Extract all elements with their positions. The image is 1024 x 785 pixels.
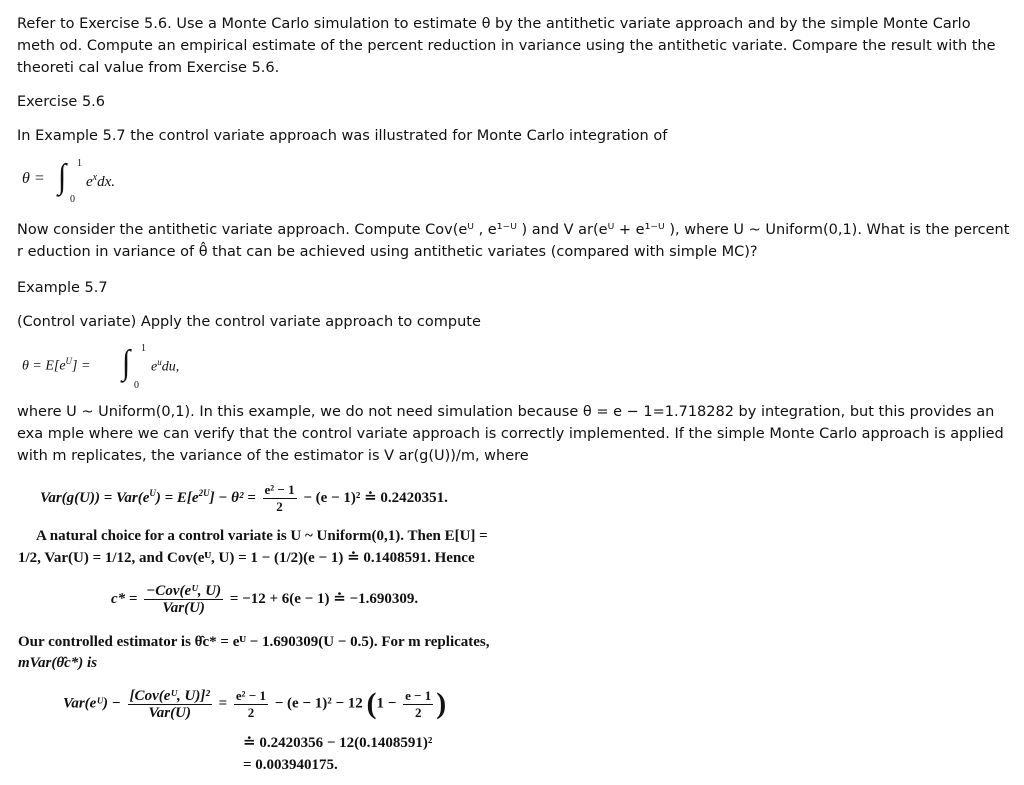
cov-fraction: $\frac{\text{[Cov(eᵁ, U)]²}}{\text{Var(U)}}$ <box>129 687 210 721</box>
natural-choice-line-2: 1/2, Var(U) = 1/12, and Cov(eᵁ, U) = 1 − (1/2)(e − 1) ≐ 0.1408591. Hence <box>18 550 475 566</box>
integral-lower-limit: 0 <box>134 380 139 391</box>
intro-paragraph: Refer to Exercise 5.6. Use a Monte Carlo simulation to estimate θ by the antithetic variate approach and by the simple Monte Carlo meth od. Compute an empirical estimate of the percent reduction in variance using the antithetic variate. Compare the result with the theoreti cal value from Exercise 5.6. <box>17 16 1001 76</box>
final-equation-line-2: ≐ 0.2420356 − 12(0.1408591)² <box>243 735 433 751</box>
e-minus-one-fraction: $\frac{e - 1}{2}$ <box>405 687 432 720</box>
variance-equation: $Var(g(U)) = Var(e^U) = E[e^{2U}] - \theta^2$ = $\frac{\text{e² − 1}}{2}$ − (e − 1)² ≐ 0.2420351. <box>40 482 448 514</box>
example-heading: Example 5.7 <box>17 280 108 296</box>
final-variance-equation: Var(eᵁ) − $\frac{\text{[Cov(eᵁ, U)]²}}{\text{Var(U)}}$ = $\frac{\text{e² − 1}}{2}$ − (e − 1)² − 12 (1 − $\frac{e - 1}{2}$ ) <box>63 687 447 721</box>
exercise-text: In Example 5.7 the control variate approach was illustrated for Monte Carlo integration of <box>17 128 668 144</box>
integrand: $e^xdx$. <box>86 172 116 190</box>
controlled-estimator-line-2: mVar(θ̂c*) is <box>18 655 98 671</box>
integral-upper-limit: 1 <box>141 343 146 354</box>
right-paren: ) <box>436 687 447 720</box>
now-consider-paragraph: Now consider the antithetic variate approach. Compute Cov(eᵁ , e¹⁻ᵁ ) and V ar(eᵁ + e¹⁻ᵁ ), where U ~ Uniform(0,1). What is the percent r eduction in variance of θ̂ that can be achieved using antithetic variates (compared with simple MC)? <box>17 222 1015 260</box>
exercise-integral-equation <box>22 158 182 208</box>
natural-choice-line-1: A natural choice for a control variate is U ~ Uniform(0,1). Then E[U] = <box>36 528 488 544</box>
example-lhs: $\theta = E[e^U]$ = <box>22 356 91 374</box>
integral-sign: ∫ <box>58 157 67 196</box>
variance-fraction: $\frac{\text{e² − 1}}{2}$ <box>264 482 295 514</box>
integral-upper-limit: 1 <box>77 158 82 169</box>
c-star-fraction: $\frac{\text{−Cov(eᵁ, U)}}{\text{Var(U)}}$ <box>146 583 222 616</box>
c-star-equation: c* = $\frac{\text{−Cov(eᵁ, U)}}{\text{Var(U)}}$ = −12 + 6(e − 1) ≐ −1.690309. <box>111 583 419 616</box>
integral-lower-limit: 0 <box>70 194 75 205</box>
controlled-estimator-line-1: Our controlled estimator is θ̂c* = eᵁ − 1.690309(U − 0.5). For m replicates, <box>18 634 490 650</box>
final-equation-line-3: = 0.003940175. <box>243 757 338 773</box>
left-paren: ( <box>366 687 377 720</box>
theta-lhs: θ = <box>22 170 45 187</box>
example-integral-equation <box>22 342 222 392</box>
where-paragraph: where U ~ Uniform(0,1). In this example, we do not need simulation because θ = e − 1=1.718282 by integration, but this provides an exa mple where we can verify that the control variate approach is correctly implemented. If the simple Monte Carlo approach is applied with m replicates, the variance of the estimator is V ar(g(U))/m, where <box>17 404 1009 464</box>
example-text: (Control variate) Apply the control variate approach to compute <box>17 314 481 330</box>
integral-sign: ∫ <box>122 343 131 382</box>
exercise-heading: Exercise 5.6 <box>17 94 106 110</box>
e-squared-fraction: $\frac{\text{e² − 1}}{2}$ <box>235 687 266 720</box>
integrand: $e^udu$, <box>151 357 180 375</box>
